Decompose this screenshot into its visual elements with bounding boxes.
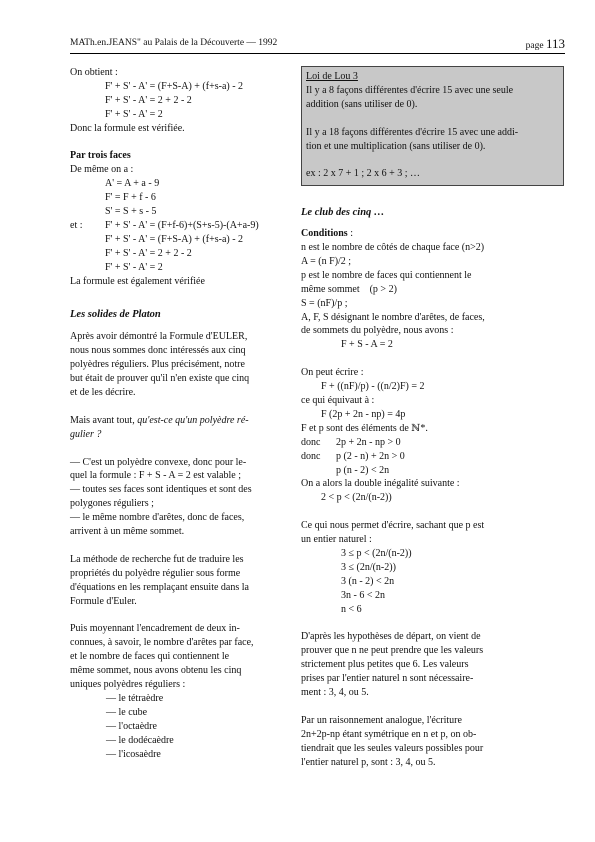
equation-text: 2p + 2n - np > 0 [336, 436, 401, 448]
equation-line: 3 ≤ p < (2n/(n-2)) [341, 547, 412, 559]
text-line: Il y a 18 façons différentes d'écrire 15 avec une addi- [306, 126, 519, 138]
euler-formula: F + S - A = 2 [341, 339, 393, 351]
text-line: arrivent à un même sommet. [70, 526, 185, 538]
text-line: F et p sont des éléments de ℕ*. [301, 422, 428, 434]
text-line: nous nous sommes donc intéressés aux cinq [70, 345, 246, 357]
page-header [70, 36, 565, 52]
text-line: de sommets du polyèdre, nous avons : [301, 325, 454, 337]
text-line: — toutes ses faces sont identiques et sont des [70, 484, 252, 496]
right-column [301, 66, 564, 769]
intro-text: On obtient : [70, 67, 118, 78]
text-line: ment : 3, 4, ou 5. [301, 686, 369, 698]
meme-text: De même on a : [70, 164, 134, 176]
text-line: même sommet, nous avons obtenu les cinq [70, 665, 242, 677]
italic-question-cont: gulier ? [70, 428, 102, 440]
equation-line: A' = A + a - 9 [105, 178, 160, 190]
section-heading-platon: Les solides de Platon [70, 309, 161, 321]
equation-line: F (2p + 2n - np) = 4p [321, 408, 406, 420]
conditions-title: Conditions [301, 228, 348, 240]
list-item: — l'octaèdre [106, 720, 157, 732]
running-title: MATh.en.JEANS" au Palais de la Découverte — 1992 [70, 38, 278, 48]
equation-line: 3n - 6 < 2n [341, 589, 385, 601]
text-line: Formule d'Euler. [70, 595, 137, 607]
conditions-heading [301, 227, 564, 241]
equation-line: S' = S + s - 5 [105, 206, 157, 218]
text-line: prouver que n ne peut prendre que les valeurs [301, 645, 484, 657]
text-line: 2n+2p-np étant symétrique en n et p, on ob- [301, 728, 477, 740]
paragraph [70, 553, 293, 609]
text-line: addition (sans utiliser de 0). [306, 98, 418, 110]
text-line: quel la formule : F + S - A = 2 est valable ; [70, 470, 241, 482]
verified-text: Donc la formule est vérifiée. [70, 122, 185, 134]
donc-label: donc [301, 436, 321, 448]
text-line: A = (n F)/2 ; [301, 255, 352, 267]
text-line: but était de prouver qu'il n'en existe que cinq [70, 373, 250, 385]
text-line: tiendrait que les seules valeurs possibles pour [301, 742, 484, 754]
also-verified-text: La formule est également vérifiée [70, 275, 205, 287]
text-line: ce qui équivaut à : [301, 394, 375, 406]
equation-text: F' + S' - A' = (F+f-6)+(S+s-5)-(A+a-9) [105, 219, 259, 231]
text-line: Par un raisonnement analogue, l'écriture [301, 714, 462, 726]
equation-line [301, 436, 564, 450]
list-item: — le dodécaèdre [106, 734, 174, 746]
equation-line [301, 464, 564, 478]
definition-list [70, 456, 293, 539]
text-line: d'équations en les remplaçant ensuite dans la [70, 581, 249, 593]
text-line: A, F, S désignant le nombre d'arêtes, de faces, [301, 311, 485, 323]
equation-line: F + ((nF)/p) - ((n/2)F) = 2 [321, 381, 425, 393]
text-line: — C'est un polyèdre convexe, donc pour le- [70, 456, 247, 468]
equation-line: F' + S' - A' = 2 + 2 - 2 [105, 94, 192, 106]
text-line: et le nombre de faces qui contiennent le [70, 651, 230, 663]
text-line: S = (nF)/p ; [301, 297, 348, 309]
equation-line: F' = F + f - 6 [105, 192, 156, 204]
text-line: D'après les hypothèses de départ, on vient de [301, 631, 481, 643]
highlight-box [301, 66, 564, 186]
italic-question: qu'est-ce qu'un polyèdre ré- [137, 414, 249, 426]
colon: : [347, 228, 353, 240]
example-line: ex : 2 x 7 + 1 ; 2 x 6 + 3 ; … [306, 168, 421, 180]
et-label: et : [70, 219, 83, 231]
text-line: On peut écrire : [301, 367, 364, 379]
text-line: même sommet (p > 2) [301, 283, 397, 295]
list-item: — le tétraèdre [106, 692, 164, 704]
equation-line: 3 ≤ (2n/(n-2)) [341, 561, 396, 573]
list-item: — l'icosaèdre [106, 748, 161, 760]
text-line: tion et une multiplication (sans utiliser de 0). [306, 140, 486, 152]
text-line: On a alors la double inégalité suivante : [301, 478, 460, 490]
text-span: Mais avant tout, [70, 414, 138, 426]
donc-label: donc [301, 450, 321, 462]
text-line: propriétés du polyèdre régulier sous forme [70, 567, 241, 579]
equation-line: 2 < p < (2n/(n-2)) [321, 492, 392, 504]
text-line: prises par l'entier naturel n sont nécessaire- [301, 673, 474, 685]
text-line: polyèdres réguliers. Plus précisément, notre [70, 359, 245, 371]
section-heading-club: Le club des cinq … [301, 207, 385, 219]
box-title: Loi de Lou 3 [306, 71, 358, 82]
list-item: — le cube [106, 706, 148, 718]
text-line: l'entier naturel p, sont : 3, 4, ou 5. [301, 756, 436, 768]
text-line: connues, à savoir, le nombre d'arêtes par face, [70, 637, 254, 649]
equation-line: F' + S' - A' = 2 + 2 - 2 [105, 247, 192, 259]
paragraph [70, 330, 293, 400]
text-line: Il y a 8 façons différentes d'écrire 15 avec une seule [306, 84, 514, 96]
question-line [70, 414, 293, 428]
equation-text: p (2 - n) + 2n > 0 [336, 450, 405, 462]
text-line: uniques polyèdres réguliers : [70, 678, 186, 690]
equation-line: F' + S' - A' = (F+S-A) + (f+s-a) - 2 [105, 233, 244, 245]
text-line: et de les décrire. [70, 387, 136, 399]
text-line: Ce qui nous permet d'écrire, sachant que p est [301, 520, 485, 532]
text-line: — le même nombre d'arêtes, donc de faces, [70, 512, 245, 524]
text-line: un entier naturel : [301, 534, 372, 546]
equation-line [70, 219, 293, 233]
equation-line: 3 (n - 2) < 2n [341, 575, 395, 587]
equation-line: F' + S' - A' = (F+S-A) + (f+s-a) - 2 [105, 80, 244, 92]
equation-text: p (n - 2) < 2n [336, 464, 390, 476]
equation-line [301, 450, 564, 464]
left-column [70, 66, 293, 761]
text-line: Après avoir démontré la Formule d'EULER, [70, 331, 248, 343]
equation-line: F' + S' - A' = 2 [105, 261, 163, 273]
text-line: La méthode de recherche fut de traduire les [70, 553, 244, 565]
text-line: Puis moyennant l'encadrement de deux in- [70, 623, 240, 635]
equation-line: F' + S' - A' = 2 [105, 108, 163, 120]
text-line: p est le nombre de faces qui contiennent le [301, 269, 472, 281]
paragraph [70, 622, 293, 692]
page-label: page [525, 41, 544, 51]
header-rule [70, 53, 565, 54]
page-number: 113 [545, 36, 565, 51]
section-heading-three-faces: Par trois faces [70, 150, 131, 162]
equation-line: n < 6 [341, 603, 362, 615]
text-line: strictement plus petites que 6. Les valeurs [301, 659, 469, 671]
text-line: polygones réguliers ; [70, 498, 154, 510]
text-line: n est le nombre de côtés de chaque face (n>2) [301, 242, 485, 254]
page-number-label [526, 36, 565, 52]
